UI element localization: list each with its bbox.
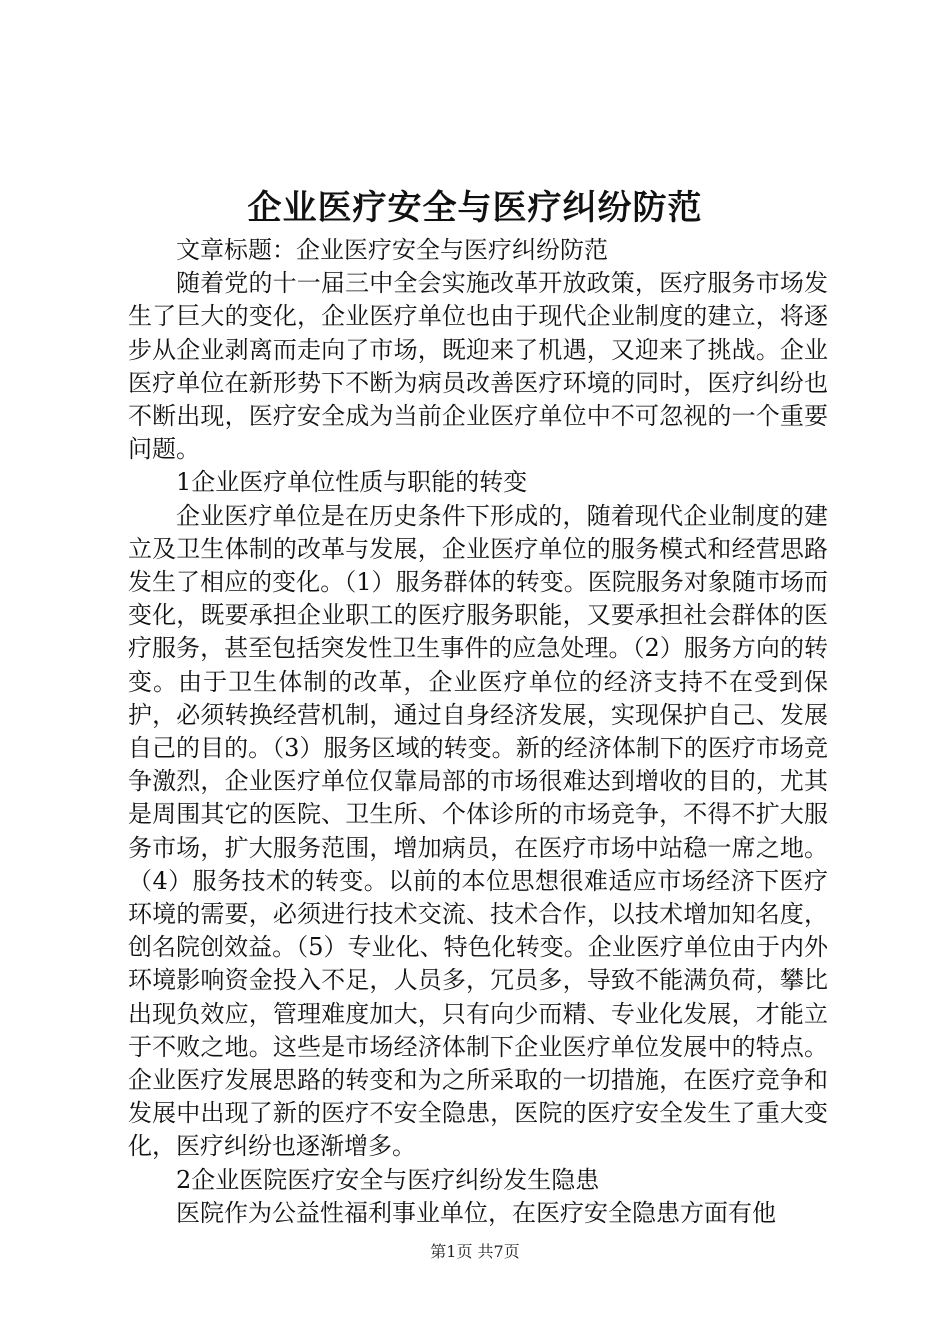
- section-1-paragraph: 企业医疗单位是在历史条件下形成的，随着现代企业制度的建立及卫生体制的改革与发展，企业医疗单位的服务模式和经营思路发生了相应的变化。（1）服务群体的转变。医院服务对象随市场而变化，既要承担企业职工的医疗服务职能，又要承担社会群体的医疗服务，甚至包括突发性卫生事件的应急处理。（2）服务方向的转变。由于卫生体制的改革，企业医疗单位的经济支持不在受到保护，必须转换经营机制，通过自身经济发展，实现保护自己、发展自己的目的。（3）服务区域的转变。新的经济体制下的医疗市场竞争激烈，企业医疗单位仅靠局部的市场很难达到增收的目的，尤其是周围其它的医院、卫生所、个体诊所的市场竞争，不得不扩大服务市场，扩大服务范围，增加病员，在医疗市场中站稳一席之地。（4）服务技术的转变。以前的本位思想很难适应市场经济下医疗环境的需要，必须进行技术交流、技术合作，以技术增加知名度，创名院创效益。（5）专业化、特色化转变。企业医疗单位由于内外环境影响资金投入不足，人员多，冗员多，导致不能满负荷，攀比出现负效应，管理难度加大，只有向少而精、专业化发展，才能立于不败之地。这些是市场经济体制下企业医疗单位发展中的特点。企业医疗发展思路的转变和为之所采取的一切措施，在医疗竞争和发展中出现了新的医疗不安全隐患，医院的医疗安全发生了重大变化，医疗纠纷也逐渐增多。: [128, 501, 828, 1161]
- section-2-paragraph: 医院作为公益性福利事业单位，在医疗安全隐患方面有他: [176, 1198, 776, 1227]
- page-number-footer: 第1页 共7页: [430, 1242, 520, 1261]
- section-heading-2: 2企业医院医疗安全与医疗纠纷发生隐患: [176, 1165, 600, 1194]
- section-heading-1: 1企业医疗单位性质与职能的转变: [176, 468, 528, 497]
- intro-paragraph: 随着党的十一届三中全会实施改革开放政策，医疗服务市场发生了巨大的变化，企业医疗单位也由于现代企业制度的建立，将逐步从企业剥离而走向了市场，既迎来了机遇，又迎来了挑战。企业医疗单位在新形势下不断为病员改善医疗环境的同时，医疗纠纷也不断出现，医疗安全成为当前企业医疗单位中不可忽视的一个重要问题。: [128, 269, 828, 464]
- document-title: 企业医疗安全与医疗纠纷防范: [247, 188, 703, 228]
- document-body: [128, 234, 828, 1230]
- article-title-line: 文章标题：企业医疗安全与医疗纠纷防范: [176, 236, 608, 264]
